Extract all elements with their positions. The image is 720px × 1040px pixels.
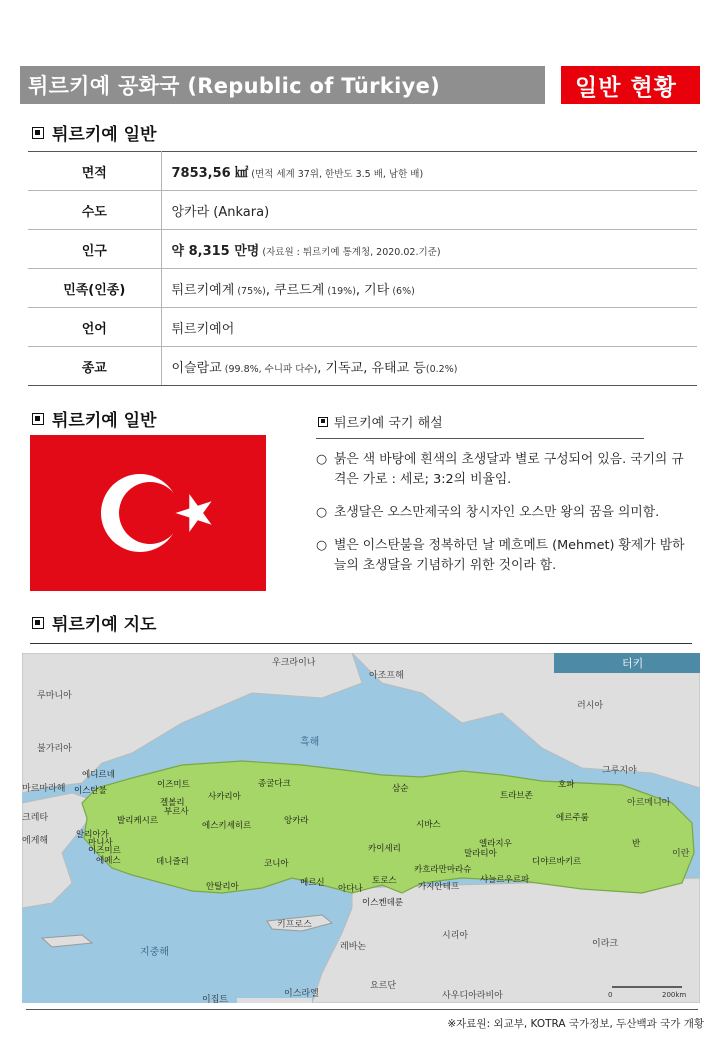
city-label: 겔볼리 — [160, 798, 185, 808]
square-bullet-icon — [32, 413, 44, 425]
flag-explanation-title: 튀르키예 국기 해설 — [318, 412, 443, 431]
table-row — [28, 230, 697, 269]
city-label: 가지안테프 — [418, 882, 460, 892]
circle-bullet-icon: ○ — [316, 452, 328, 467]
square-bullet-icon — [32, 127, 44, 139]
city-label: 종굴다크 — [258, 779, 291, 789]
country-label: 이집트 — [202, 995, 229, 1003]
country-label: 우크라이나 — [272, 658, 316, 668]
table-row — [28, 269, 697, 308]
country-title: 튀르키예 공화국 (Republic of Türkiye) — [20, 66, 545, 104]
table-row — [28, 152, 697, 191]
country-label: 요르단 — [370, 981, 397, 991]
row-label: 수도 — [28, 191, 161, 230]
city-label: 말라티아 — [464, 849, 497, 859]
city-label: 발리케시르 — [117, 816, 159, 826]
sea-label: 아조프해 — [369, 671, 404, 681]
country-label: 불가리아 — [37, 744, 72, 754]
row-value: 튀르키예어 — [161, 308, 697, 347]
scale-start: 0 — [608, 991, 613, 999]
map-section-title: 튀르키예 지도 — [32, 610, 156, 635]
scale-end: 200km — [662, 991, 687, 999]
list-item: ○ 붉은 색 바탕에 흰색의 초생달과 별로 구성되어 있음. 국기의 규격은 가로 : 세로; 3:2의 비율임. — [316, 450, 696, 490]
city-label: 샤늘르우르파 — [480, 875, 530, 885]
list-item: ○ 별은 이스탄불을 정복하던 날 메흐메트 (Mehmet) 황제가 밤하늘의 초생달을 기념하기 위한 것이라 함. — [316, 536, 696, 576]
table-row — [28, 308, 697, 347]
sea-label: 마르마라해 — [22, 784, 66, 794]
header-banner — [20, 66, 700, 104]
city-label: 카흐라만마라슈 — [414, 865, 472, 875]
country-label: 그루지야 — [602, 766, 637, 776]
country-label: 러시아 — [577, 701, 604, 711]
sea-label: 지중해 — [140, 947, 169, 958]
row-value: 약 8,315 만명 (자료원 : 튀르키예 통계청, 2020.02.기준) — [161, 230, 697, 269]
city-label: 이즈미트 — [157, 780, 190, 790]
list-item: ○ 초생달은 오스만제국의 창시자인 오스만 왕의 꿈을 의미함. — [316, 503, 696, 523]
table-row — [28, 191, 697, 230]
city-label: 안탈리아 — [206, 882, 239, 892]
city-label: 코니아 — [264, 859, 289, 869]
city-label: 에르주룸 — [556, 813, 589, 823]
country-label: 이스라엘 — [284, 989, 319, 999]
general-section-title: 튀르키예 일반 — [32, 120, 156, 145]
divider — [316, 438, 644, 439]
city-label: 호파 — [558, 780, 575, 790]
map-legend-label: 터키 — [622, 657, 644, 670]
turkey-map — [22, 653, 700, 1003]
city-label: 사카리아 — [208, 792, 241, 802]
country-label: 키프로스 — [277, 920, 312, 930]
city-label: 삼순 — [392, 784, 409, 794]
row-value: 7853,56 ㎢ (면적 세계 37위, 한반도 3.5 배, 남한 배) — [161, 152, 697, 191]
city-label: 에페스 — [96, 856, 121, 866]
square-bullet-icon — [318, 417, 328, 427]
row-value: 튀르키예계 (75%), 쿠르드계 (19%), 기타 (6%) — [161, 269, 697, 308]
flag-explanation-list — [316, 450, 696, 589]
city-label: 마니사 — [88, 838, 113, 848]
crescent-inner — [119, 482, 181, 544]
country-label: 레바논 — [340, 942, 367, 952]
section-tag: 일반 현황 — [561, 66, 700, 104]
row-value: 앙카라 (Ankara) — [161, 191, 697, 230]
general-info-table — [28, 151, 697, 386]
city-label: 에스키셰히르 — [202, 821, 252, 831]
row-label: 민족(인종) — [28, 269, 161, 308]
city-label: 아다나 — [338, 884, 363, 894]
country-label: 시리아 — [442, 931, 469, 941]
city-label: 디야르바키르 — [532, 857, 582, 867]
city-label: 이스탄불 — [74, 786, 107, 796]
turkey-flag — [30, 435, 266, 591]
circle-bullet-icon: ○ — [316, 505, 328, 520]
city-label: 데니즐리 — [156, 857, 189, 867]
row-label: 언어 — [28, 308, 161, 347]
city-label: 이즈미르 — [88, 846, 121, 856]
country-label: 루마니아 — [37, 691, 72, 701]
divider — [26, 1009, 698, 1010]
city-label: 앙카라 — [284, 816, 309, 826]
city-label: 엘라지우 — [479, 839, 512, 849]
row-label: 인구 — [28, 230, 161, 269]
divider — [30, 643, 692, 644]
city-label: 트라브존 — [500, 791, 533, 801]
city-label: 시바스 — [416, 820, 441, 830]
source-note: ※자료원: 외교부, KOTRA 국가정보, 두산백과 국가 개황 — [447, 1018, 704, 1030]
table-row — [28, 347, 697, 386]
row-label: 종교 — [28, 347, 161, 386]
city-label: 이스켄데룬 — [362, 898, 404, 908]
city-label: 에디르네 — [82, 770, 115, 780]
circle-bullet-icon: ○ — [316, 538, 328, 553]
city-label: 알리아가 — [76, 830, 109, 840]
row-label: 면적 — [28, 152, 161, 191]
country-label: 크레타 — [22, 813, 49, 823]
country-label: 사우디아라비아 — [442, 991, 503, 1001]
city-label: 부르사 — [164, 807, 189, 817]
country-label: 이라크 — [592, 939, 619, 949]
row-value: 이슬람교 (99.8%, 수니파 다수), 기독교, 유태교 등(0.2%) — [161, 347, 697, 386]
sea-label: 흑해 — [300, 737, 320, 748]
city-label: 반 — [632, 839, 641, 849]
square-bullet-icon — [32, 617, 44, 629]
flag-section-title: 튀르키예 일반 — [32, 406, 156, 431]
country-label: 이란 — [672, 849, 690, 859]
sea-label: 에게해 — [22, 836, 49, 846]
city-label: 메르신 — [300, 878, 325, 888]
city-label: 토로스 — [372, 876, 397, 886]
city-label: 카이세리 — [368, 844, 401, 854]
country-label: 아르메니아 — [627, 798, 671, 808]
